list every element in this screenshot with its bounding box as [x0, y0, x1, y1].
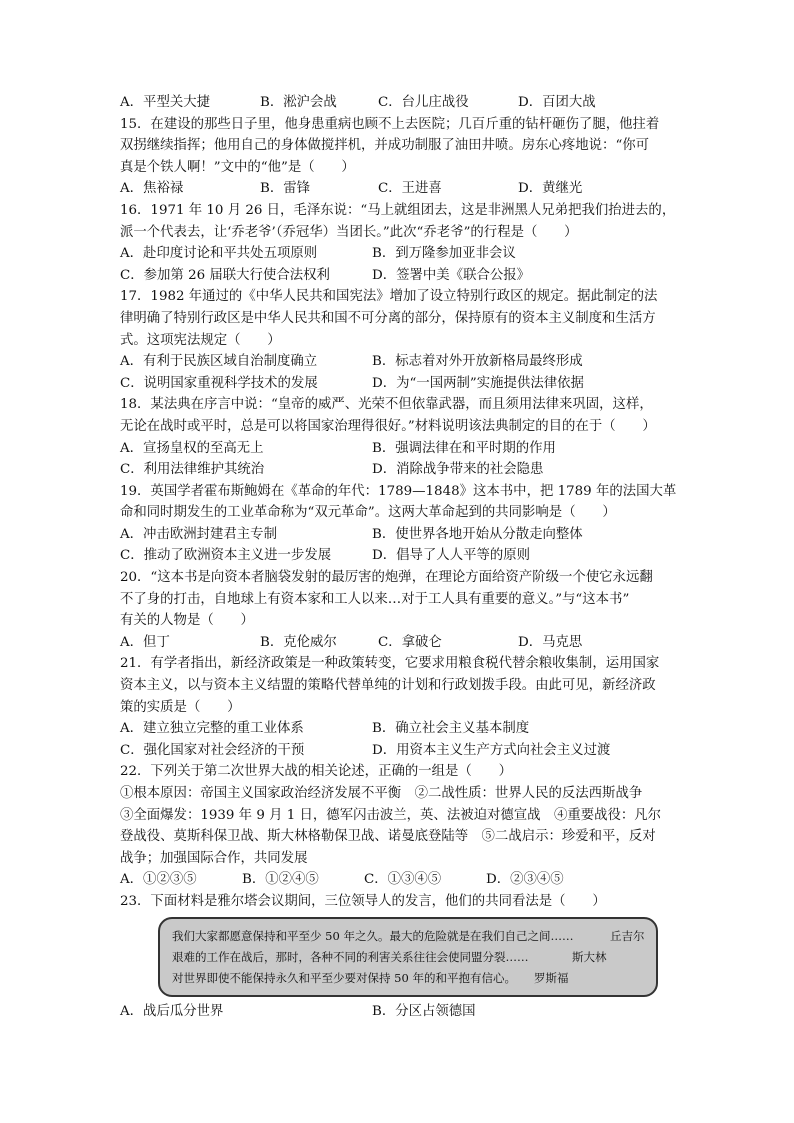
q23-stem-line: 23．下面材料是雅尔塔会议期间，三位领导人的发言，他们的共同看法是（ ） — [120, 893, 606, 909]
q19-option-d[interactable]: D．倡导了人人平等的原则 — [372, 548, 531, 564]
q17-options-row2 — [120, 373, 680, 395]
question-21 — [120, 653, 680, 761]
quote-line — [172, 926, 646, 947]
q21-option-d[interactable]: D．用资本主义生产方式向社会主义过渡 — [372, 742, 611, 758]
quote-speaker: 丘吉尔 — [610, 928, 645, 943]
quote-speaker: 斯大林 — [572, 949, 607, 964]
question-17 — [120, 286, 680, 394]
q15-stem-line: 15．在建设的那些日子里，他身患重病也顾不上去医院；几百斤重的钻杆砸伤了腿，他拄着 — [120, 116, 660, 132]
exam-page — [120, 92, 680, 1022]
question-15 — [120, 114, 680, 200]
q17-option-d[interactable]: D．为“一国两制”实施提供法律依据 — [372, 375, 584, 391]
question-23 — [120, 891, 680, 1022]
q21-option-c[interactable]: C．强化国家对社会经济的干预 — [120, 742, 305, 758]
quote-text: 对世界即使不能保持永久和平至少要对保持 50 年的和平抱有信心。 — [172, 970, 516, 985]
q16-stem-line: 16．1971 年 10 月 26 日，毛泽东说：“马上就组团去，这是非洲黑人兄弟把我们抬进去的， — [120, 202, 676, 218]
quote-text: 我们大家都愿意保持和平至少 50 年之久。最大的危险就是在我们自己之间…… — [172, 928, 574, 943]
q22-option-d[interactable]: D．②③④⑤ — [486, 872, 564, 888]
q21-stem-line: 21．有学者指出，新经济政策是一种政策转变，它要求用粮食税代替余粮收集制，运用国家 — [120, 656, 660, 672]
q22-option-b[interactable]: B．①②④⑤ — [242, 872, 319, 888]
q18-options-row1 — [120, 438, 680, 460]
q15-option-b[interactable]: B．雷锋 — [260, 181, 311, 197]
q18-option-c[interactable]: C．利用法律维护其统治 — [120, 462, 265, 478]
q21-options-row2 — [120, 740, 680, 762]
q22-option-a[interactable]: A．①②③⑤ — [120, 872, 197, 888]
q19-option-c[interactable]: C．推动了欧洲资本主义进一步发展 — [120, 548, 332, 564]
q16-option-a[interactable]: A．赴印度讨论和平共处五项原则 — [120, 246, 318, 262]
q15-option-a[interactable]: A．焦裕禄 — [120, 181, 184, 197]
question-16 — [120, 200, 680, 286]
q22-options — [120, 869, 680, 891]
q16-option-c[interactable]: C．参加第 26 届联大行使合法权利 — [120, 267, 330, 283]
q16-option-d[interactable]: D．签署中美《联合公报》 — [372, 267, 531, 283]
q17-option-c[interactable]: C．说明国家重视科学技术的发展 — [120, 375, 318, 391]
q17-option-b[interactable]: B．标志着对外开放新格局最终形成 — [372, 354, 583, 370]
q15-stem-line: 双拐继续指挥；他用自己的身体做搅拌机，并成功制服了油田井喷。房东心疼地说：“你可 — [120, 138, 650, 154]
q20-option-a[interactable]: A．但丁 — [120, 634, 170, 650]
question-20 — [120, 567, 680, 653]
q18-option-a[interactable]: A．宣扬皇权的至高无上 — [120, 440, 264, 456]
q16-stem-line: 派一个代表去，让‘乔老爷’（乔冠华）当团长。”此次“乔老爷”的行程是（ ） — [120, 224, 578, 240]
quote-line — [172, 947, 646, 968]
q18-stem-line: 18．某法典在序言中说：“皇帝的威严、光荣不但依靠武器，而且须用法律来巩固，这样， — [120, 397, 653, 413]
q18-stem-line: 无论在战时或平时，总是可以将国家治理得很好。”材料说明该法典制定的目的在于（ ） — [120, 418, 656, 434]
q20-stem-line: 不了身的打击，自地球上有资本家和工人以来…对于工人具有重要的意义。”与“这本书” — [120, 591, 630, 607]
q18-option-b[interactable]: B．强调法律在和平时期的作用 — [372, 440, 556, 456]
question-18 — [120, 394, 680, 480]
q20-option-c[interactable]: C．拿破仑 — [378, 634, 442, 650]
q15-options — [120, 178, 680, 200]
q20-option-d[interactable]: D．马克思 — [518, 634, 583, 650]
q20-option-b[interactable]: B．克伦威尔 — [260, 634, 337, 650]
q14-option-a[interactable]: A．平型关大捷 — [120, 95, 211, 110]
q16-options-row2 — [120, 265, 680, 287]
q15-option-d[interactable]: D．黄继光 — [518, 181, 583, 197]
q19-options-row2 — [120, 545, 680, 567]
q16-option-b[interactable]: B．到万隆参加亚非会议 — [372, 246, 516, 262]
q17-stem-line: 式。这项宪法规定（ ） — [120, 332, 281, 348]
q14-option-d[interactable]: D．百团大战 — [518, 95, 596, 110]
q17-options-row1 — [120, 351, 680, 373]
quote-box — [158, 917, 658, 997]
q22-stem-line: ③全面爆发：1939 年 9 月 1 日，德军闪击波兰，英、法被迫对德宣战 ④重要战役：凡尔 — [120, 807, 662, 823]
q23-option-b[interactable]: B．分区占领德国 — [372, 1003, 476, 1019]
q20-stem-line: 有关的人物是（ ） — [120, 613, 254, 629]
q19-option-b[interactable]: B．使世界各地开始从分散走向整体 — [372, 526, 583, 542]
q22-option-c[interactable]: C．①③④⑤ — [364, 872, 442, 888]
q17-stem-line: 17．1982 年通过的《中华人民共和国宪法》增加了设立特别行政区的规定。据此制定的法 — [120, 289, 658, 305]
q14-option-c[interactable]: C．台儿庄战役 — [378, 95, 469, 110]
quote-speaker: 罗斯福 — [534, 970, 569, 985]
q19-options-row1 — [120, 524, 680, 546]
q17-option-a[interactable]: A．有利于民族区域自治制度确立 — [120, 354, 318, 370]
q19-option-a[interactable]: A．冲击欧洲封建君主专制 — [120, 526, 277, 542]
quote-text: 艰难的工作在战后，那时，各种不同的利害关系往往会使同盟分裂…… — [172, 949, 529, 964]
q14-options — [120, 92, 680, 114]
q14-option-b[interactable]: B．淞沪会战 — [260, 95, 337, 110]
quote-line — [172, 968, 646, 989]
question-22 — [120, 761, 680, 891]
q22-stem-line: 22．下列关于第二次世界大战的相关论述，正确的一组是（ ） — [120, 764, 512, 780]
q22-stem-line: 登战役、莫斯科保卫战、斯大林格勒保卫战、诺曼底登陆等 ⑤二战启示：珍爱和平，反对 — [120, 829, 656, 845]
q21-option-a[interactable]: A．建立独立完整的重工业体系 — [120, 721, 304, 737]
q15-stem-line: 真是个铁人啊！”文中的“他”是（ ） — [120, 159, 355, 175]
q21-option-b[interactable]: B．确立社会主义基本制度 — [372, 721, 530, 737]
q18-options-row2 — [120, 459, 680, 481]
q18-option-d[interactable]: D．消除战争带来的社会隐患 — [372, 462, 544, 478]
q19-stem-line: 命和同时期发生的工业革命称为“双元革命”。这两大革命起到的共同影响是（ ） — [120, 505, 616, 521]
q23-options-row1 — [120, 1001, 680, 1023]
q15-option-c[interactable]: C．王进喜 — [378, 181, 442, 197]
q22-stem-line: ①根本原因：帝国主义国家政治经济发展不平衡 ②二战性质：世界人民的反法西斯战争 — [120, 786, 643, 801]
q23-option-a[interactable]: A．战后瓜分世界 — [120, 1003, 224, 1019]
q21-stem-line: 策的实质是（ ） — [120, 699, 241, 715]
q19-stem-line: 19．英国学者霍布斯鲍姆在《革命的年代：1789—1848》这本书中，把 1789 年的法国大革 — [120, 483, 677, 499]
q22-stem-line: 战争；加强国际合作，共同发展 — [120, 850, 308, 866]
q16-options-row1 — [120, 243, 680, 265]
q17-stem-line: 律明确了特别行政区是中华人民共和国不可分离的部分，保持原有的资本主义制度和生活方 — [120, 310, 656, 326]
q20-stem-line: 20．“这本书是向资本者脑袋发射的最厉害的炮弹，在理论方面给资产阶级一个使它永远翻 — [120, 570, 653, 586]
q21-options-row1 — [120, 718, 680, 740]
q20-options — [120, 632, 680, 654]
q21-stem-line: 资本主义，以与资本主义结盟的策略代替单纯的计划和行政划拨手段。由此可见，新经济政 — [120, 678, 656, 694]
question-19 — [120, 481, 680, 567]
